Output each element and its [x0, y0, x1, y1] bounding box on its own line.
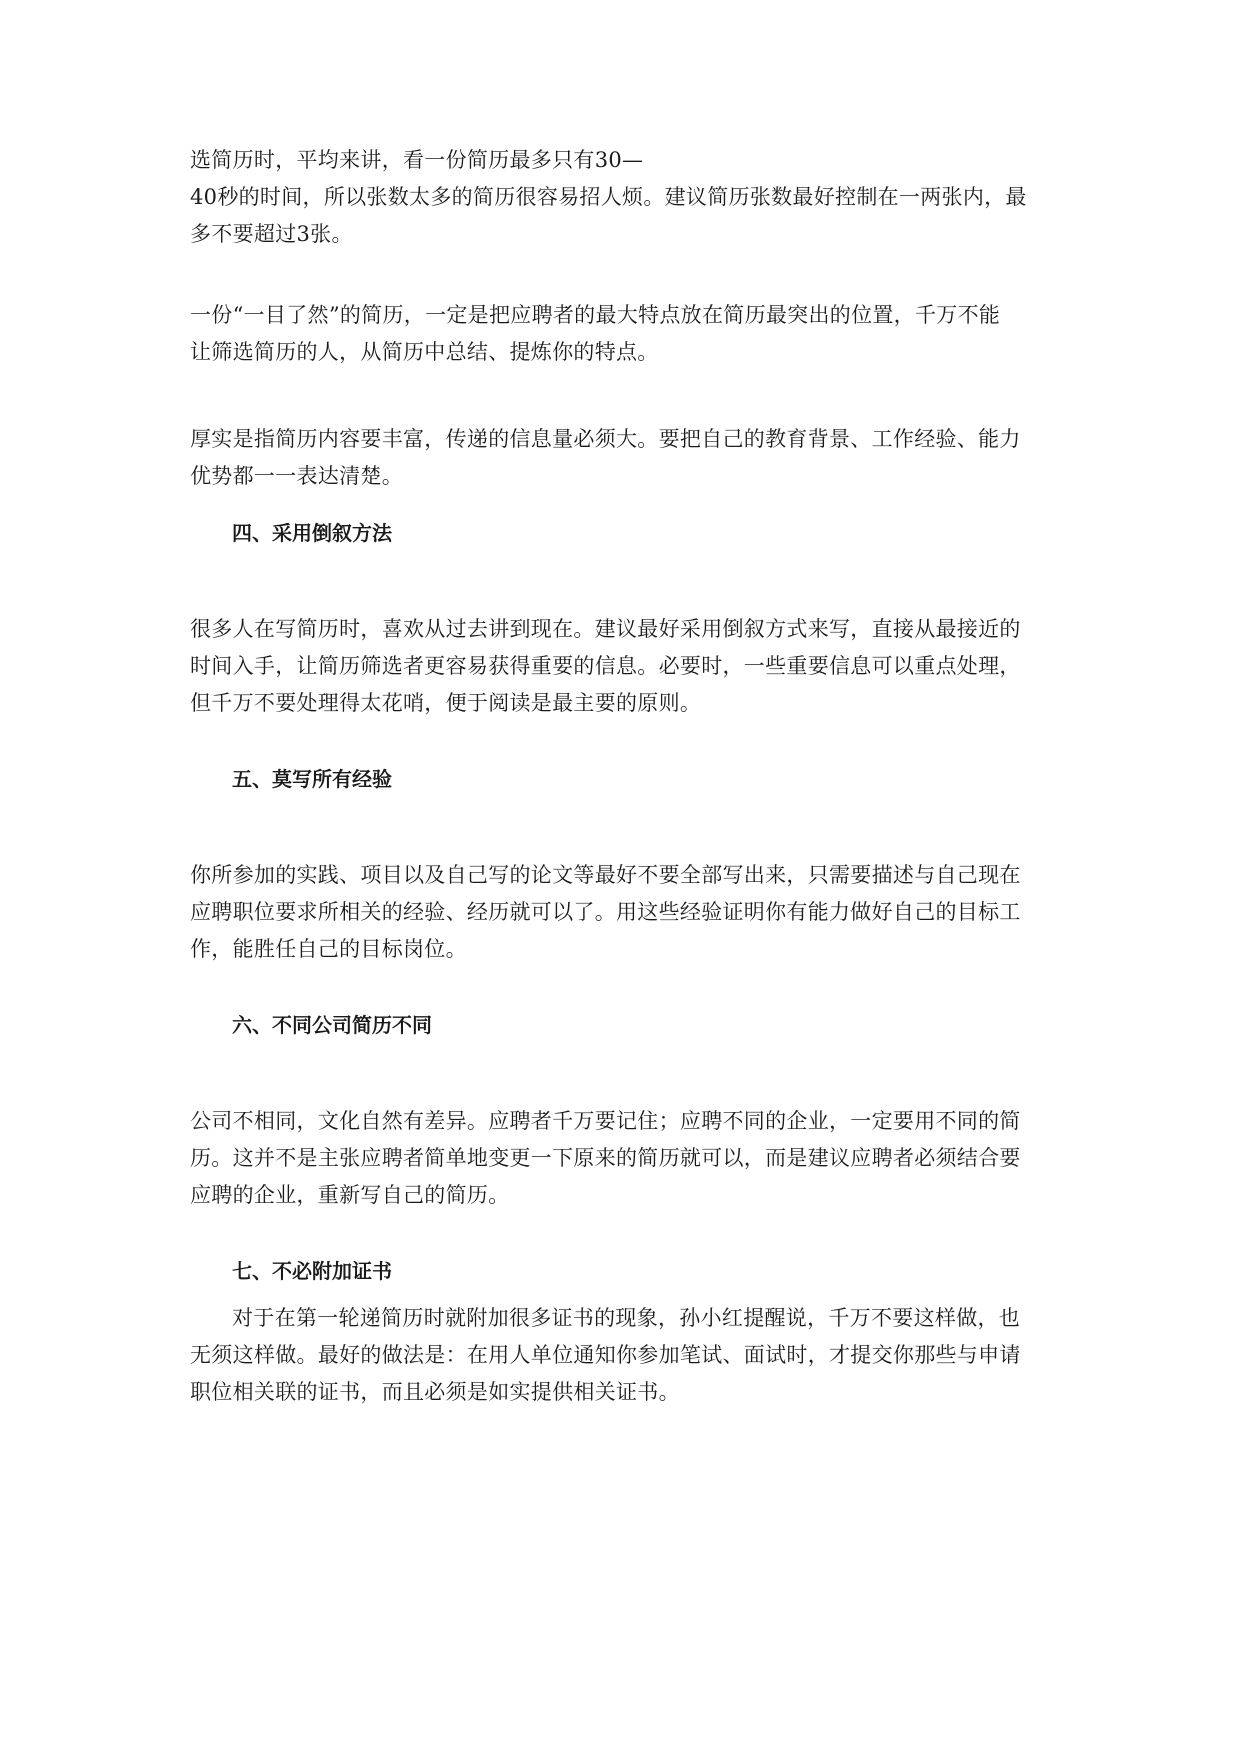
section-heading-4: 四、采用倒叙方法: [232, 521, 392, 545]
paragraph-line: 时间入手，让简历筛选者更容易获得重要的信息。必要时，一些重要信息可以重点处理，: [190, 654, 1021, 678]
paragraph-rich-content: [190, 421, 1052, 495]
paragraph-page-count: [190, 142, 1052, 253]
paragraph-line: 无须这样做。最好的做法是：在用人单位通知你参加笔试、面试时，才提交你那些与申请: [190, 1343, 1021, 1367]
paragraph-line: 但千万不要处理得太花哨，便于阅读是最主要的原则。: [190, 691, 702, 715]
paragraph-line: 40秒的时间，所以张数太多的简历很容易招人烦。建议简历张数最好控制在一两张内，最: [190, 185, 1027, 209]
section-heading-6: 六、不同公司简历不同: [232, 1013, 432, 1037]
paragraph-reverse-order: [190, 611, 1052, 722]
paragraph-line: 应聘的企业，重新写自己的简历。: [190, 1183, 510, 1207]
paragraph-line: 让筛选简历的人，从简历中总结、提炼你的特点。: [190, 340, 659, 364]
paragraph-clear-at-a-glance: [190, 297, 1052, 371]
paragraph-line: 选简历时，平均来讲，看一份简历最多只有30—: [190, 148, 644, 172]
paragraph-line: 厚实是指简历内容要丰富，传递的信息量必须大。要把自己的教育背景、工作经验、能力: [190, 427, 1021, 451]
paragraph-line: 多不要超过3张。: [190, 222, 353, 246]
paragraph-certificates: [190, 1300, 1052, 1411]
section-heading-5: 五、莫写所有经验: [232, 767, 392, 791]
section-heading-7: 七、不必附加证书: [232, 1259, 392, 1283]
paragraph-line: 一份“一目了然”的简历，一定是把应聘者的最大特点放在简历最突出的位置，千万不能: [190, 303, 1001, 327]
paragraph-line: 很多人在写简历时，喜欢从过去讲到现在。建议最好采用倒叙方式来写，直接从最接近的: [190, 617, 1021, 641]
paragraph-line: 对于在第一轮递简历时就附加很多证书的现象，孙小红提醒说，千万不要这样做，也: [232, 1306, 1021, 1330]
paragraph-line: 历。这并不是主张应聘者简单地变更一下原来的简历就可以，而是建议应聘者必须结合要: [190, 1146, 1021, 1170]
paragraph-different-companies: [190, 1103, 1052, 1214]
paragraph-line: 职位相关联的证书，而且必须是如实提供相关证书。: [190, 1380, 680, 1404]
paragraph-line: 你所参加的实践、项目以及自己写的论文等最好不要全部写出来，只需要描述与自己现在: [190, 863, 1021, 887]
paragraph-line: 应聘职位要求所相关的经验、经历就可以了。用这些经验证明你有能力做好自己的目标工: [190, 900, 1021, 924]
paragraph-relevant-experience: [190, 857, 1052, 968]
paragraph-line: 优势都一一表达清楚。: [190, 464, 403, 488]
paragraph-line: 公司不相同，文化自然有差异。应聘者千万要记住；应聘不同的企业，一定要用不同的简: [190, 1109, 1021, 1133]
paragraph-line: 作，能胜任自己的目标岗位。: [190, 937, 467, 961]
